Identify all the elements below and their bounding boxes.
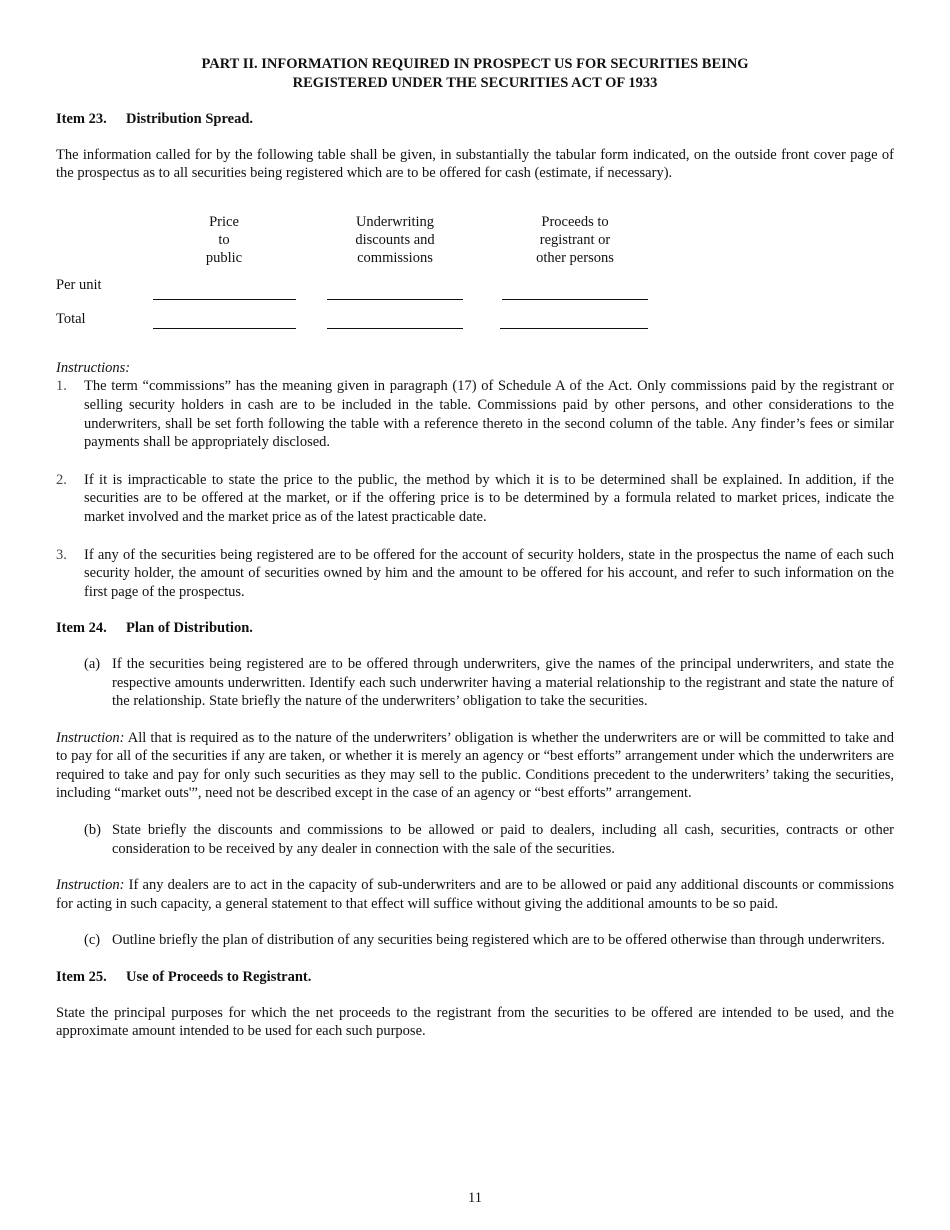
instruction-a-label: Instruction:	[56, 729, 125, 746]
item24-c-text: Outline briefly the plan of distribution of any securities being registered which are to be offered otherwise than through underwriters.	[112, 932, 885, 949]
item25-text: State the principal purposes for which the net proceeds to the registrant from the securities to be offered are intended to be used, and the approximate amount intended to be used for each such purpose.	[56, 1004, 894, 1040]
item24-instruction-a	[56, 729, 894, 803]
per-unit-proceeds-blank	[502, 299, 648, 300]
item25-title: Use of Proceeds to Registrant.	[126, 969, 312, 986]
part-title	[56, 55, 894, 93]
item24-number: Item 24.	[56, 620, 107, 637]
instruction-3-number: 3.	[56, 546, 67, 563]
title-line-2: REGISTERED UNDER THE SECURITIES ACT OF 1933	[292, 75, 658, 91]
item24-b-marker: (b)	[84, 822, 101, 839]
item24-a-text: If the securities being registered are to be offered through underwriters, give the names of the principal underwriters, and state the respective amounts underwritten. Identify each such underwriter having a material relationship to the registrant and state the nature of the relationship. State briefly the nature of the underwriters’ obligation to take the securities.	[112, 655, 894, 710]
item24-b-text: State briefly the discounts and commissions to be allowed or paid to dealers, including all cash, securities, contracts or other consideration to be received by any dealer in connection with the sale of the securities.	[112, 822, 894, 857]
item24-heading	[56, 619, 894, 638]
item25-heading	[56, 968, 894, 987]
col-underwriting-header: Underwriting discounts and commissions	[355, 213, 435, 266]
col-proceeds-header: Proceeds to registrant or other persons	[536, 213, 614, 266]
distribution-table	[56, 213, 894, 403]
total-proceeds-blank	[500, 328, 648, 329]
item24-title: Plan of Distribution.	[126, 620, 253, 637]
instruction-b-label: Instruction:	[56, 877, 125, 894]
item23-heading	[56, 110, 894, 129]
item24-b	[56, 821, 894, 858]
item23-intro: The information called for by the following table shall be given, in substantially the tabular form indicated, on the outside front cover page of the prospectus as to all securities being registered which are to be offered for cash (estimate, if necessary).	[56, 146, 894, 182]
instruction-1-number: 1.	[56, 378, 67, 395]
item24-a	[56, 655, 894, 711]
instruction-1	[56, 377, 894, 451]
total-price-blank	[153, 328, 296, 329]
instruction-2-text: If it is impracticable to state the price to the public, the method by which it is to be determined shall be explained. In addition, if the securities are to be offered at the market, or if the offering price is to be determined by a formula related to market prices, indicate the market involved and the market price as of the latest practicable date.	[84, 471, 894, 525]
instructions-label: Instructions:	[56, 359, 131, 376]
instruction-2-number: 2.	[56, 471, 67, 488]
item24-c-marker: (c)	[84, 932, 101, 949]
instruction-3	[56, 546, 894, 602]
document-page	[56, 55, 894, 1041]
instruction-2	[56, 471, 894, 527]
per-unit-underwriting-blank	[327, 299, 463, 300]
instruction-b-text: If any dealers are to act in the capacity of sub-underwriters and are to be allowed or paid any additional discounts or commissions for acting in such capacity, a general statement to that effect will suffice without giving the additional amounts to be so paid.	[56, 877, 895, 912]
row-total-label: Total	[56, 310, 86, 327]
total-underwriting-blank	[327, 328, 463, 329]
item24-a-marker: (a)	[84, 655, 101, 672]
page-number: 11	[468, 1190, 482, 1206]
item25-number: Item 25.	[56, 969, 107, 986]
title-line-1: PART II. INFORMATION REQUIRED IN PROSPECT US FOR SECURITIES BEING	[201, 56, 749, 72]
row-per-unit-label: Per unit	[56, 276, 102, 293]
item23-title: Distribution Spread.	[126, 111, 254, 127]
item24-c	[56, 931, 894, 950]
instruction-3-text: If any of the securities being registered are to be offered for the account of security holders, state in the prospectus the name of each such security holder, the amount of securities owned by him and the amount to be offered for his account, and refer to such information on the first page of the prospectus.	[84, 546, 894, 600]
col-price-header: Price to public	[205, 213, 243, 266]
instruction-a-text: All that is required as to the nature of the underwriters’ obligation is whether the underwriters are or will be committed to take and to pay for all of the securities if any are taken, or whether it is merely an agency or “best efforts” arrangement under which the underwriters are required to take and pay for only such securities as they may sell to the public. Conditions precedent to the underwriters’ taking the securities, including “market outs'”, need not be described except in the case of an agency or “best efforts” arrangement.	[56, 729, 894, 802]
item24-instruction-b	[56, 876, 894, 913]
per-unit-price-blank	[153, 299, 296, 300]
item23-number: Item 23.	[56, 111, 107, 127]
instruction-1-text: The term “commissions” has the meaning given in paragraph (17) of Schedule A of the Act. Only commissions paid by the registrant or selling security holders in cash are to be included in the table. Commissions paid by other persons, and other considerations to the underwriters, shall be set forth following the table with a reference thereto in the second column of the table. Any finder’s fees or similar payments shall be appropriately disclosed.	[84, 378, 894, 451]
